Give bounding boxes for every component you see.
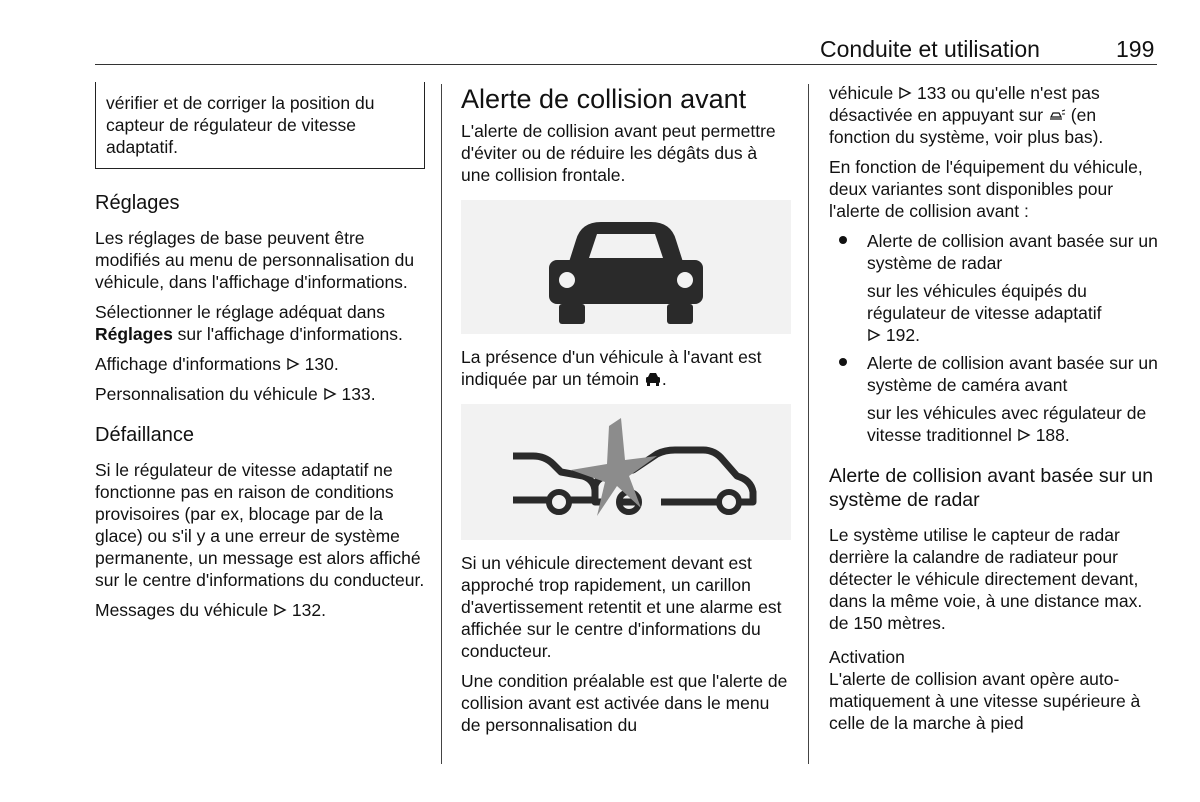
fca-indicator-text: La présence d'un véhicule à l'avant est indiquée par un témoin xyxy=(461,347,762,389)
radar-paragraph: Le système utilise le capteur de radar derrière la calandre de radiateur pour détecter le véhicule directement devant, dans la même voie, à une distance max. de 150 mètres. xyxy=(829,525,1143,633)
arrow-reference-icon xyxy=(286,357,300,371)
car-warning-illustration xyxy=(461,200,791,334)
arrow-reference-icon xyxy=(323,387,337,401)
car-warning-icon xyxy=(644,372,662,386)
settings-p2-start: Sélectionner le réglage adéquat dans xyxy=(95,302,385,322)
list-item xyxy=(829,230,1159,346)
arrow-reference-icon xyxy=(273,603,287,617)
arrow-reference-icon xyxy=(1017,428,1031,442)
reference-page: 133. xyxy=(341,384,376,404)
arrow-reference-icon xyxy=(867,328,881,342)
variants-list xyxy=(829,230,1159,446)
collision-illustration xyxy=(461,404,791,540)
variant-desc-text: sur les véhicules avec régulateur de vitesse traditionnel xyxy=(867,403,1147,445)
settings-p2-end: sur l'affichage d'informations. xyxy=(172,324,403,344)
section-title-fca: Alerte de collision avant xyxy=(461,84,747,114)
note-box xyxy=(95,82,425,169)
arrow-reference-icon xyxy=(898,86,912,100)
fca-intro-paragraph: L'alerte de collision avant peut permettre d'éviter ou de réduire les dégâts dus à une collision frontale. xyxy=(461,121,776,185)
settings-paragraph-2 xyxy=(95,301,425,345)
text-system-note: (en fonction du système, voir plus bas). xyxy=(829,105,1104,147)
variant-title: Alerte de collision avant basée sur un système de caméra avant xyxy=(867,353,1158,395)
fca-condition-paragraph: Une condition préalable est que l'alerte de collision avant est activée dans le menu de personnalisation du xyxy=(461,671,788,735)
column-2 xyxy=(461,84,791,744)
variant-desc-text: sur les véhicules équipés du régulateur de vitesse adaptatif xyxy=(867,281,1102,323)
fca-indicator-end: . xyxy=(661,369,667,389)
bullet-icon xyxy=(839,358,847,366)
fca-alarm-paragraph: Si un véhicule directement devant est approché trop rapidement, un carillon d'avertissement retentit et une alarme est affichée sur le centre d'informations du conducteur. xyxy=(461,553,782,661)
fca-activation-paragraph xyxy=(829,82,1159,148)
bullet-icon xyxy=(839,236,847,244)
variants-paragraph: En fonction de l'équipement du véhicule, deux variantes sont disponibles pour l'alerte de collision avant : xyxy=(829,157,1143,221)
reference-vehicle-messages[interactable] xyxy=(95,599,425,621)
variant-ref[interactable]: 188. xyxy=(1035,425,1070,445)
activation-paragraph: L'alerte de collision avant opère automatiquement à une vitesse supérieure à celle de la marche à pied xyxy=(829,669,1141,733)
fca-button-icon xyxy=(1048,108,1066,122)
page-header-title: Conduite et utilisation xyxy=(820,36,1040,62)
reference-label: Affichage d'informations xyxy=(95,354,281,374)
collision-icon xyxy=(461,404,791,540)
note-box-text: vérifier et de corriger la position du capteur de régulateur de vitesse adaptatif. xyxy=(106,93,375,157)
column-3 xyxy=(829,82,1159,742)
text-vehicle: véhicule xyxy=(829,83,894,103)
section-title-settings: Réglages xyxy=(95,192,180,214)
column-1 xyxy=(95,82,425,629)
car-front-icon xyxy=(461,200,791,334)
subsection-title-activation: Activation xyxy=(829,647,905,667)
section-title-radar: Alerte de collision avant basée sur un système de radar xyxy=(829,465,1154,511)
variant-description xyxy=(867,280,1159,346)
header-divider xyxy=(95,64,1157,65)
text-reference: 133 ou qu'elle n'est pas désactivée en appuyant sur xyxy=(829,83,1100,125)
settings-paragraph-1: Les réglages de base peuvent être modifiés au menu de personnalisation du véhicule, dans l'affichage d'informations. xyxy=(95,228,415,292)
reference-page: 130. xyxy=(304,354,339,374)
settings-menu-name: Réglages xyxy=(95,324,173,344)
section-title-failure: Défaillance xyxy=(95,424,194,446)
column-divider-right xyxy=(808,84,809,764)
failure-paragraph: Si le régulateur de vitesse adaptatif ne fonctionne pas en raison de conditions provisoires (par ex, blocage par de la glace) ou s'il y a une erreur de système permanente, un message est alors affiché sur le centre d'informations du conducteur. xyxy=(95,460,425,590)
variant-description xyxy=(867,402,1159,446)
reference-vehicle-personalization[interactable] xyxy=(95,383,425,405)
variant-title: Alerte de collision avant basée sur un système de radar xyxy=(867,231,1158,273)
page-number: 199 xyxy=(1116,36,1155,62)
reference-page: 132. xyxy=(291,600,326,620)
reference-label: Personnalisation du véhicule xyxy=(95,384,318,404)
reference-info-display[interactable] xyxy=(95,353,425,375)
reference-label: Messages du véhicule xyxy=(95,600,269,620)
variant-ref[interactable]: 192. xyxy=(885,325,920,345)
list-item xyxy=(829,352,1159,446)
column-divider-left xyxy=(441,84,442,764)
fca-indicator-paragraph xyxy=(461,346,791,390)
